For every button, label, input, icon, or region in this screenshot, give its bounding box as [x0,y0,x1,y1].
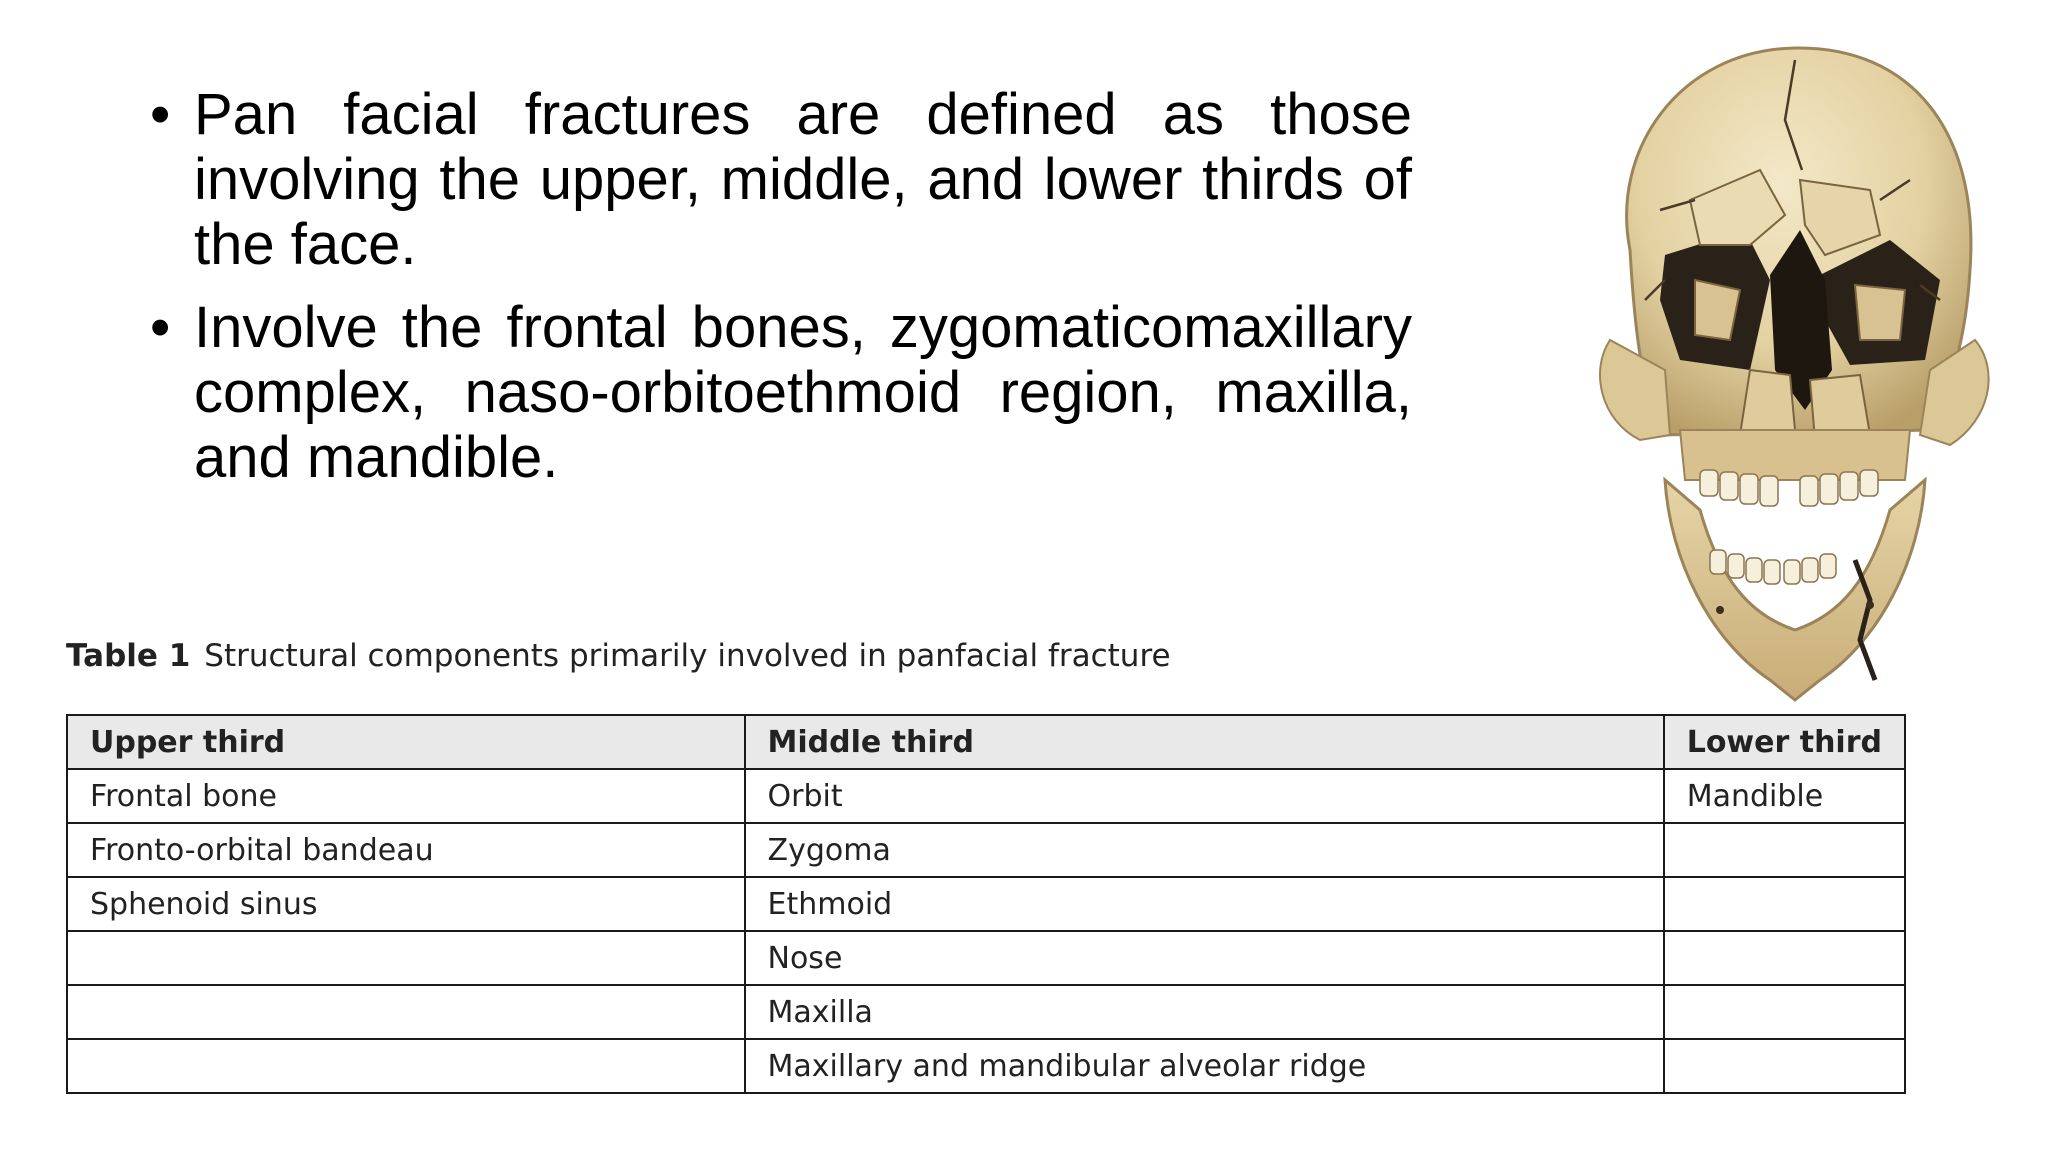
header-middle-third: Middle third [745,715,1664,769]
bullet-list [150,82,1412,508]
table-cell: Ethmoid [745,877,1664,931]
table-cell [1664,877,1905,931]
table-row [67,823,1905,877]
table-row [67,1039,1905,1093]
mental-foramen-left [1716,606,1724,614]
bullet-dot-icon: • [150,295,171,360]
table-cell: Maxillary and mandibular alveolar ridge [745,1039,1664,1093]
bullet-text: Involve the frontal bones, zygomaticomaxillary complex, naso-orbitoethmoid region, maxilla, and mandible. [194,295,1412,490]
table-caption-text: Structural components primarily involved in panfacial fracture [204,638,1171,674]
table-cell: Maxilla [745,985,1664,1039]
mandible-shape [1665,480,1925,700]
table-row [67,931,1905,985]
table-row [67,877,1905,931]
bullet-item-definition [150,82,1412,277]
table-cell: Mandible [1664,769,1905,823]
table-cell [67,985,745,1039]
table-caption [66,638,1171,674]
table-caption-label: Table 1 [66,638,191,674]
table-cell: Sphenoid sinus [67,877,745,931]
header-upper-third: Upper third [67,715,745,769]
mental-foramen-right [1866,601,1874,609]
table-cell [1664,985,1905,1039]
table-cell [1664,823,1905,877]
bone-fragment [1740,370,1795,435]
table-cell: Zygoma [745,823,1664,877]
structural-components-table [66,714,1906,1094]
table-cell [67,1039,745,1093]
fractured-skull-illustration [1570,40,2010,720]
table-header-row [67,715,1905,769]
table-cell: Orbit [745,769,1664,823]
header-lower-third: Lower third [1664,715,1905,769]
table-cell: Frontal bone [67,769,745,823]
bullet-item-involvement [150,295,1412,490]
table-cell [1664,931,1905,985]
bullet-text: Pan facial fractures are defined as those involving the upper, middle, and lower thirds of the face. [194,82,1412,277]
table-cell: Fronto-orbital bandeau [67,823,745,877]
bone-fragment [1855,285,1905,340]
table-cell [67,931,745,985]
table-row [67,769,1905,823]
table-cell: Nose [745,931,1664,985]
table-row [67,985,1905,1039]
bullet-dot-icon: • [150,82,171,147]
table-cell [1664,1039,1905,1093]
